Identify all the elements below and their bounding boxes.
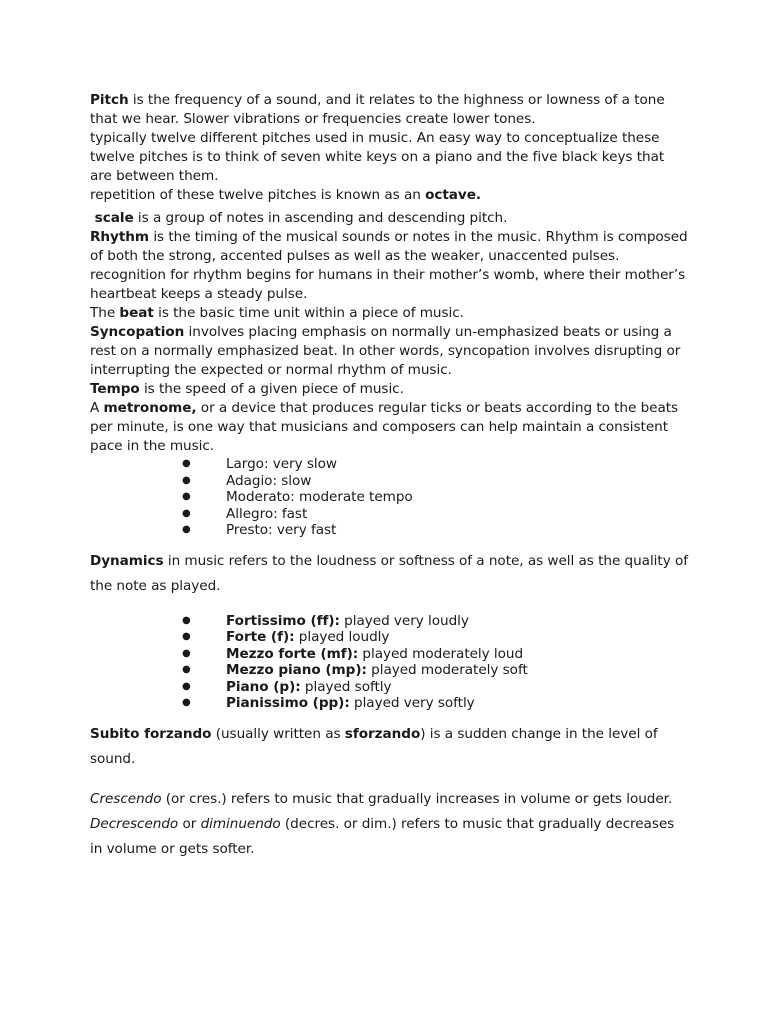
crescendo-paragraph (90, 787, 690, 862)
beat-pre: The (90, 305, 120, 321)
list-item (90, 456, 690, 473)
bullet-icon: ● (182, 680, 191, 692)
dynamics-item-text: played moderately soft (366, 662, 528, 678)
tempo-list (90, 456, 690, 539)
sforzando-term: sforzando (344, 725, 421, 742)
dynamics-item-text: played very softly (349, 695, 475, 711)
octave-text: repetition of these twelve pitches is known as an (90, 187, 426, 203)
bullet-icon: ● (182, 614, 191, 626)
beat-definition: is the basic time unit within a piece of music. (153, 305, 464, 321)
twelve-pitches-text: typically twelve different pitches used in music. An easy way to conceptualize these twelve pitches is to think of seven white keys on a piano and the five black keys that are between them. (90, 130, 665, 184)
dynamics-item-term: Mezzo piano (mp): (226, 662, 367, 678)
rhythm-recognition-paragraph (90, 266, 690, 304)
list-item (90, 613, 690, 630)
syncopation-paragraph (90, 323, 690, 380)
bullet-icon: ● (182, 631, 191, 642)
list-item (90, 522, 690, 539)
list-item (90, 679, 690, 696)
list-item (90, 646, 690, 663)
subito-forzando-paragraph (90, 722, 690, 772)
metronome-definition: or a device that produces regular ticks or beats according to the beats per minute, is one way that musicians and composers can help maintain a consistent pace in the music. (90, 400, 679, 454)
scale-term: scale (90, 210, 134, 226)
dynamics-item-text: played moderately loud (358, 645, 524, 662)
crescendo-text-3: (decres. or dim.) refers to music that gradually decreases in volume or gets softer. (90, 815, 675, 857)
tempo-definition: is the speed of a given piece of music. (139, 381, 404, 397)
scale-paragraph (90, 209, 690, 228)
document-page (90, 91, 690, 862)
octave-paragraph (90, 186, 690, 205)
beat-paragraph (90, 304, 690, 323)
subito-forzando-term: Subito forzando (90, 725, 212, 742)
dynamics-item-text: played loudly (294, 629, 390, 645)
decrescendo-term: Decrescendo (90, 815, 179, 832)
bullet-icon: ● (182, 474, 191, 486)
scale-definition: is a group of notes in ascending and descending pitch. (133, 210, 508, 226)
dynamics-term: Dynamics (90, 552, 164, 569)
dynamics-item-term: Pianissimo (pp): (226, 695, 350, 711)
tempo-item-label: Allegro: fast (226, 505, 308, 522)
list-item (90, 629, 690, 646)
subito-forzando-definition: ) is a sudden change in the level of sound. (90, 725, 658, 767)
rhythm-definition: is the timing of the musical sounds or notes in the music. Rhythm is composed of both the strong, accented pulses as well as the weaker, unaccented pulses. (90, 229, 688, 264)
tempo-item-label: Moderato: moderate tempo (226, 489, 413, 505)
bullet-icon: ● (182, 664, 191, 675)
dynamics-item-text: played softly (300, 678, 392, 695)
list-item (90, 662, 690, 679)
dynamics-item-term: Mezzo forte (mf): (226, 645, 359, 662)
list-item (90, 506, 690, 523)
bullet-icon: ● (182, 524, 191, 535)
crescendo-text-2: or (178, 815, 201, 832)
tempo-paragraph (90, 380, 690, 399)
bullet-icon: ● (182, 647, 191, 659)
beat-term: beat (119, 305, 154, 321)
dynamics-item-term: Fortissimo (ff): (226, 612, 340, 629)
bullet-icon: ● (182, 507, 191, 519)
syncopation-definition: involves placing emphasis on normally un-emphasized beats or using a rest on a normally emphasized beat. In other words, syncopation involves disrupting or interrupting the expected or normal rhythm of music. (90, 324, 681, 378)
metronome-pre: A (90, 400, 104, 416)
dynamics-paragraph (90, 549, 690, 599)
bullet-icon: ● (182, 491, 191, 502)
twelve-pitches-paragraph (90, 129, 690, 186)
list-item (90, 695, 690, 712)
list-item (90, 489, 690, 506)
rhythm-recognition-text: recognition for rhythm begins for humans in their mother’s womb, where their mother’s heartbeat keeps a steady pulse. (90, 267, 686, 302)
rhythm-paragraph (90, 228, 690, 266)
dynamics-item-text: played very loudly (339, 612, 469, 629)
pitch-term: Pitch (90, 92, 129, 108)
dynamics-item-term: Forte (f): (226, 629, 295, 645)
dynamics-definition: in music refers to the loudness or softness of a note, as well as the quality of the note as played. (90, 552, 688, 594)
crescendo-term: Crescendo (90, 790, 162, 807)
dynamics-item-term: Piano (p): (226, 678, 301, 695)
syncopation-term: Syncopation (90, 324, 185, 340)
dynamics-list (90, 613, 690, 712)
rhythm-term: Rhythm (90, 229, 150, 245)
list-item (90, 473, 690, 490)
metronome-paragraph (90, 399, 690, 456)
pitch-definition: is the frequency of a sound, and it relates to the highness or lowness of a tone that we hear. Slower vibrations or frequencies create lower tones. (90, 92, 665, 127)
crescendo-text-1: (or cres.) refers to music that gradually increases in volume or gets louder. (161, 790, 673, 807)
tempo-term: Tempo (90, 381, 140, 397)
octave-term: octave. (425, 187, 482, 203)
tempo-item-label: Presto: very fast (226, 522, 337, 538)
metronome-term: metronome, (103, 400, 197, 416)
pitch-paragraph (90, 91, 690, 129)
diminuendo-term: diminuendo (200, 815, 281, 832)
tempo-item-label: Largo: very slow (226, 456, 337, 472)
tempo-item-label: Adagio: slow (226, 472, 312, 489)
bullet-icon: ● (182, 697, 191, 708)
subito-forzando-pre: (usually written as (211, 725, 345, 742)
bullet-icon: ● (182, 458, 191, 469)
